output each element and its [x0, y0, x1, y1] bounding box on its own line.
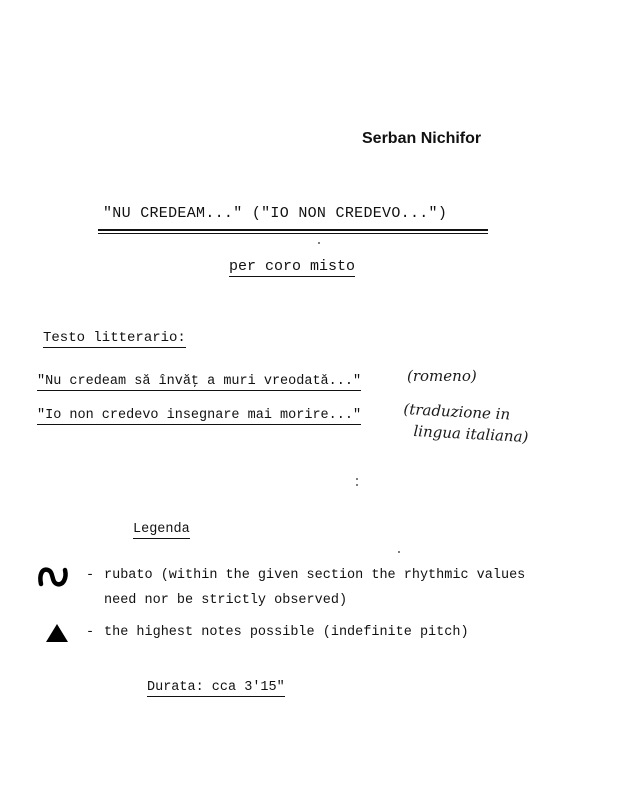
legend-dash-2: -: [86, 625, 95, 640]
ink-speck: [356, 484, 358, 486]
text-section-heading: Testo litterario:: [43, 330, 186, 346]
lyric-line-romanian: "Nu credeam să învăţ a muri vreodată...": [37, 374, 362, 389]
filled-triangle-icon: [44, 622, 70, 644]
ink-speck: [398, 551, 400, 553]
piece-title: "NU CREDEAM..." ("IO NON CREDEVO..."): [103, 205, 448, 222]
duration: Durata: cca 3'15": [147, 680, 285, 695]
legend-rubato-text-line2: need nor be strictly observed): [104, 593, 348, 608]
legend-highest-notes-text: the highest notes possible (indefinite pitch): [104, 625, 469, 640]
ink-speck: [318, 242, 320, 244]
lyric-line-italian: "Io non credevo insegnare mai morire...": [37, 408, 362, 423]
rubato-tilde-icon: [36, 564, 70, 590]
ink-speck: [356, 478, 358, 480]
handwritten-note-translation-2: lingua italiana): [413, 422, 529, 446]
author-name: Serban Nichifor: [362, 130, 482, 147]
handwritten-note-romanian: (romeno): [407, 367, 477, 385]
title-underline-second: [98, 233, 488, 234]
title-underline: [98, 229, 488, 231]
handwritten-note-translation-1: (traduzione in: [403, 400, 511, 424]
legend-rubato-text-line1: rubato (within the given section the rhythmic values: [104, 568, 526, 583]
piece-subtitle: per coro misto: [229, 258, 356, 275]
legend-heading: Legenda: [133, 522, 190, 537]
legend-dash-1: -: [86, 568, 95, 583]
